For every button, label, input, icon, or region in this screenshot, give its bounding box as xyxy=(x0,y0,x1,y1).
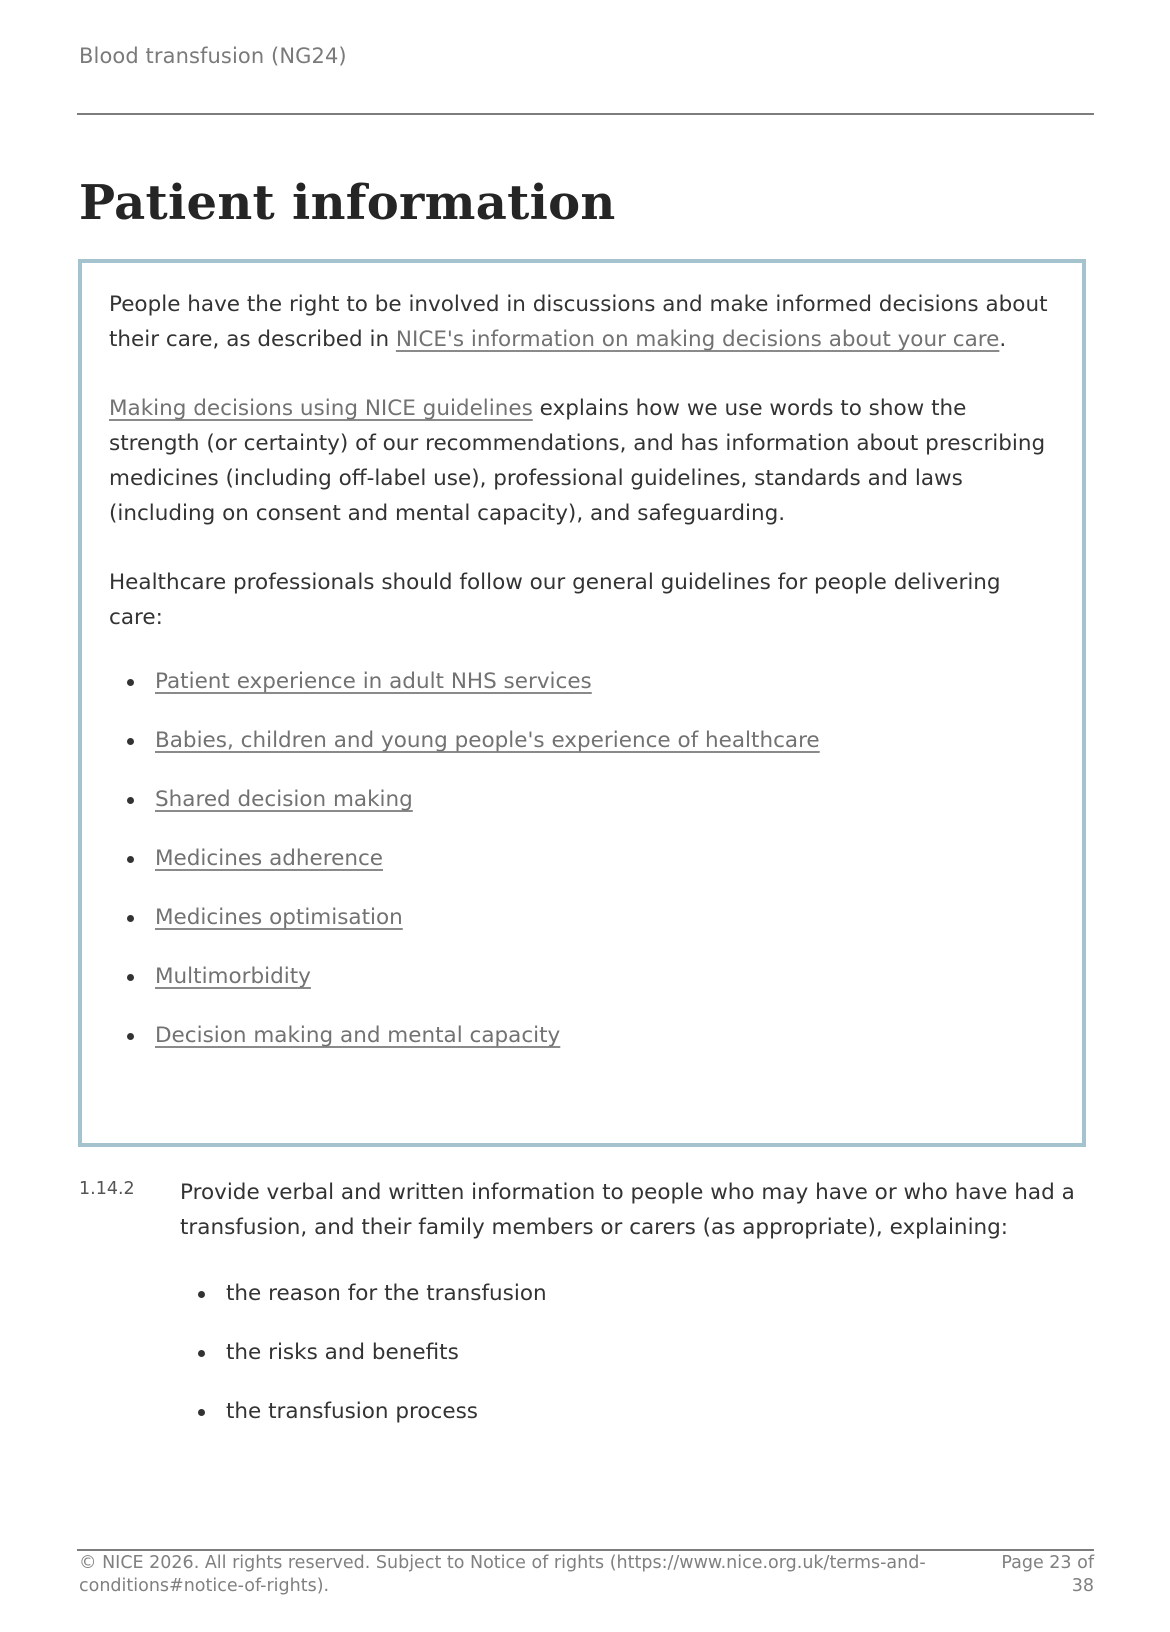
list-item xyxy=(109,726,1058,756)
guidelines-text: explains how we use words to show the strength (or certainty) of our recommendations, and has information about prescribing medicines (including off-label use), professional guidelines, standards and laws (including on consent and mental capacity), and safeguarding. xyxy=(109,396,1046,526)
guideline-link-patient-experience[interactable]: Patient experience in adult NHS services xyxy=(155,669,592,694)
page-title: Patient information xyxy=(79,175,616,231)
copyright-notice: © NICE 2026. All rights reserved. Subject to Notice of rights (https://www.nice.org.uk/terms-and-conditions#notice-of-rights). xyxy=(79,1553,926,1596)
bullet-icon xyxy=(127,1033,134,1040)
bullet-icon xyxy=(198,1291,205,1298)
making-decisions-about-care-link[interactable]: NICE's information on making decisions about your care xyxy=(395,327,1000,352)
page-number: Page 23 of 38 xyxy=(1001,1553,1094,1596)
list-item xyxy=(109,1021,1058,1051)
guideline-link-shared-decision-making[interactable]: Shared decision making xyxy=(155,787,413,812)
list-item: the reason for the transfusion xyxy=(180,1279,1099,1309)
rights-paragraph: People have the right to be involved in discussions and make informed decisions about their care, as described in NICE's information on making decisions about your care. xyxy=(109,292,1048,352)
recommendation-1-14-2 xyxy=(79,1175,1099,1456)
list-item: the risks and benefits xyxy=(180,1338,1099,1368)
bullet-icon xyxy=(127,679,134,686)
list-item xyxy=(109,844,1058,874)
bullet-icon xyxy=(198,1350,205,1357)
guideline-link-medicines-optimisation[interactable]: Medicines optimisation xyxy=(155,905,403,930)
making-decisions-using-nice-guidelines-link[interactable]: Making decisions using NICE guidelines xyxy=(109,396,533,421)
guideline-link-babies-children[interactable]: Babies, children and young people's experience of healthcare xyxy=(155,728,820,753)
footer-divider xyxy=(77,1549,1094,1551)
guidelines-paragraph xyxy=(109,391,1049,531)
document-title: Blood transfusion (NG24) xyxy=(79,44,347,68)
bullet-icon xyxy=(127,974,134,981)
guideline-link-medicines-adherence[interactable]: Medicines adherence xyxy=(155,846,384,871)
guideline-link-multimorbidity[interactable]: Multimorbidity xyxy=(155,964,311,989)
recommendation-items xyxy=(180,1279,1099,1427)
list-item xyxy=(109,667,1058,697)
list-item xyxy=(109,785,1058,815)
recommendation-text: Provide verbal and written information to people who may have or who have had a transfusion, and their family members or carers (as appropriate), explaining: xyxy=(180,1180,1075,1240)
general-guidelines-list xyxy=(109,667,1058,1051)
bullet-icon xyxy=(198,1409,205,1416)
bullet-icon xyxy=(127,856,134,863)
bullet-icon xyxy=(127,915,134,922)
list-item xyxy=(109,962,1058,992)
patient-info-box xyxy=(78,259,1086,1147)
list-item: the transfusion process xyxy=(180,1397,1099,1427)
rights-text: People have the right to be involved in discussions and make informed decisions about their care, as described in xyxy=(109,292,1048,352)
header-divider xyxy=(77,113,1094,115)
guideline-link-decision-making-mental-capacity[interactable]: Decision making and mental capacity xyxy=(155,1023,561,1048)
recommendation-number: 1.14.2 xyxy=(79,1179,135,1199)
list-item xyxy=(109,903,1058,933)
bullet-icon xyxy=(127,797,134,804)
professionals-paragraph: Healthcare professionals should follow our general guidelines for people delivering care: xyxy=(109,570,1001,630)
bullet-icon xyxy=(127,738,134,745)
